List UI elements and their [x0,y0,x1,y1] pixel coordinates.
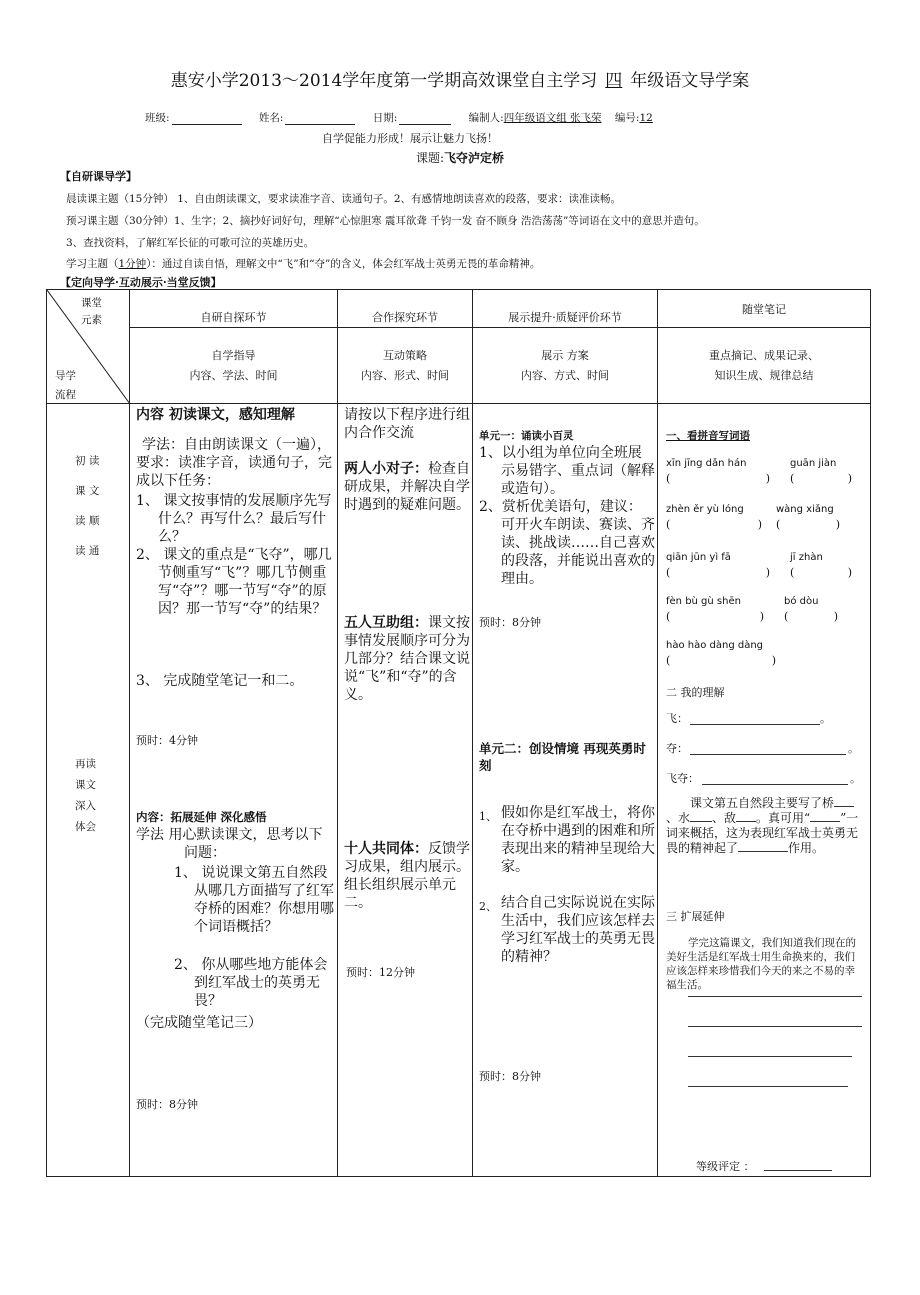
duo-end: 。 [848,742,859,755]
lesson-name: 飞夺泸定桥 [444,151,505,165]
guide-heading: 【定向导学·互动展示·当堂反馈】 [60,276,222,289]
extension-text: 学完这篇课文，我们知道我们现在的美好生活是红军战士用生命换来的，我们应该怎样来珍惜我们今天的来之不易的幸福生活。 [666,937,856,991]
col1-sub [130,328,338,404]
col2-sub [338,328,473,404]
col1-sub-1: 自学指导 [211,348,256,362]
col1-q1: 1、 课文按事情的发展顺序先写什么？再写什么？最后写什么？ [136,493,332,545]
title-prefix: 惠安小学2013～2014学年度第一学期高效课堂自主学习 [170,71,598,91]
col2-five [344,614,470,704]
editor-value: 四年级语文组 张飞荣 [503,112,602,124]
extension-line-3[interactable] [688,1056,852,1057]
learning-theme [66,256,540,271]
fill-effect[interactable] [738,841,788,852]
col3-title: 展示提升·质疑评价环节 [473,290,658,328]
number-label: 编号: [614,112,640,124]
extension-line-4[interactable] [688,1086,848,1087]
col4-body [658,404,871,1177]
answer-box-6[interactable]: ( ) [790,566,852,579]
pinyin-9: hào hào dàng dàng [666,640,764,651]
morning-theme: 晨读课主题（15分钟） 1、自由朗读课文，要求读准字音、读通句子。2、有感情地朗读喜欢的段落，要求：读准读畅。 [66,193,622,205]
ten-label: 十人共同体： [344,841,428,857]
class-label: 班级: [145,112,170,124]
grade-value: 四 [605,71,623,91]
col1-q5: 2、 你从哪些地方能体会到红军战士的英勇无畏？ [174,957,328,1009]
fill-water[interactable] [690,811,712,822]
para-text-2: 、水 [666,811,691,825]
preview-item-3: 3、查找资料，了解红军长征的可歌可泣的英雄历史。 [66,237,315,249]
stage-1 [75,446,99,566]
feiduo-end: 。 [850,772,861,785]
unit2-num-2: 2、 [479,900,497,913]
date-label: 日期: [372,112,398,124]
unit2-item-2: 结合自己实际说说在实际生活中，我们应该怎样去学习红军战士的英勇无畏的精神？ [501,895,655,965]
col4-title: 随堂笔记 [658,290,871,328]
diag-top-2: 元素 [81,314,102,326]
self-study-heading: 【自研课导学】 [60,170,137,183]
pinyin-4: wàng xiǎng [776,504,834,515]
unit2-time: 预时：8分钟 [479,1070,541,1083]
col1-time-1: 预时：4分钟 [136,734,198,747]
col1-sub-2: 内容、学法、时间 [189,368,278,382]
pinyin-6: jī zhàn [790,552,823,563]
col4-sub-1: 重点摘记、成果记录、 [709,348,819,362]
answer-box-9[interactable]: ( ) [666,654,776,667]
unit2-title: 单元二：创设情境 再现英勇时刻 [479,741,646,773]
stage-1-line: 读 顺 [75,515,100,527]
para-text-3: 、敌 [712,811,737,825]
para-five-fill [666,796,864,856]
pinyin-3: zhèn ěr yù lóng [666,504,744,515]
answer-box-7[interactable]: ( ) [666,610,764,623]
theme-prefix: 学习主题（ [66,258,119,270]
col1-q3: 3、 完成随堂笔记一和二。 [136,673,304,689]
unit2-item-1: 假如你是红军战士，将你在夺桥中遇到的困难和所表现出来的精神呈现给大家。 [501,805,655,875]
notes-section-2: 二 我的理解 [666,686,725,699]
fei-end: 。 [820,712,831,725]
col4-sub [658,328,871,404]
page-title [0,66,920,91]
stage-column [47,404,130,1177]
stage-2-line: 再读 [75,758,96,770]
diagonal-header-cell [47,290,130,404]
answer-box-1[interactable]: ( ) [666,472,770,485]
lesson-title [0,149,920,166]
stage-2 [75,754,96,838]
col1-content-1: 内容 初读课文，感知理解 [136,407,295,423]
pinyin-1: xīn jīng dǎn hán [666,458,747,469]
extension-line-1[interactable] [688,996,862,997]
diag-bottom-2: 流程 [55,389,76,401]
stage-2-line: 体会 [75,821,96,833]
col2-pair [344,460,470,514]
col3-sub-2: 内容、方式、时间 [521,368,609,382]
para-text-5: ”一词来概括，这为表现红军战士英勇无畏的精神起了 [666,811,859,855]
col2-time: 预时：12分钟 [346,966,415,979]
preview-theme: 预习课主题（30分钟）1、生字；2、摘抄好词好句，理解“心惊胆寒 震耳欲聋 千钧一发 奋不顾身 浩浩荡荡”等词语在文中的意思并造句。 [66,215,705,227]
lesson-label: 课题: [415,151,445,165]
name-label: 姓名: [258,112,284,124]
col3-sub-1: 展示 方案 [541,348,589,362]
para-text-4: 。真可用“ [756,811,811,825]
col1-body [130,404,338,1177]
number-value: 12 [639,112,653,124]
pair-text: 检查自研成果，并解决自学时遇到的疑难问题。 [344,461,470,513]
answer-box-5[interactable]: ( ) [666,566,770,579]
grade-field[interactable] [764,1170,832,1171]
unit1-item-2: 2、赏析优美语句，建议：可开火车朗读、赛读、齐读、挑战读……自己喜欢的段落，并能说出喜欢的理由。 [479,499,655,587]
notes-section-1: 一、看拼音写词语 [666,430,750,442]
theme-text: ）：通过自读自悟，理解文中“飞”和“夺”的含义，体会红军战士英勇无畏的革命精神。 [146,258,541,270]
stage-2-line: 课文 [75,779,96,791]
fei-label: 飞： [666,712,688,725]
five-label: 五人互助组： [344,615,428,631]
fei-answer-line[interactable] [690,724,820,725]
notes-section-3: 三 扩展延伸 [666,910,725,923]
motto: 自学促能力形成！展示让魅力飞扬！ [322,132,498,145]
col1-time-2: 预时：8分钟 [136,1098,198,1111]
extension-line-2[interactable] [688,1026,862,1027]
ten-text: 反馈学习成果，组内展示。组长组织展示单元二。 [344,841,470,911]
col2-ten [344,840,470,912]
guide-table [46,289,871,1177]
col3-body [473,404,658,1177]
stage-2-line: 深入 [75,800,96,812]
feiduo-label: 飞夺： [666,772,699,785]
answer-box-3[interactable]: ( ) [666,518,762,531]
pinyin-2: guān jiàn [790,458,837,469]
pair-label: 两人小对子： [344,461,428,477]
feiduo-answer-line[interactable] [702,784,848,785]
diag-top-1: 课堂 [81,297,102,309]
diag-bottom-1: 导学 [55,370,76,382]
unit2-num-1: 1、 [479,810,497,823]
pinyin-5: qiān jūn yì fā [666,552,731,563]
col2-title: 合作探究环节 [338,290,473,328]
editor-label: 编制人: [468,112,504,124]
col1-note: （完成随堂笔记三） [136,1015,262,1031]
para-text-1: 课文第五自然段主要写了桥 [690,796,835,810]
col3-sub [473,328,658,404]
col4-sub-2: 知识生成、规律总结 [714,368,814,382]
stage-1-line: 初 读 [75,455,100,467]
duo-answer-line[interactable] [690,754,846,755]
unit1-title: 单元一：诵读小百灵 [479,430,574,442]
col1-content-2: 内容：拓展延伸 深化感悟 [136,810,267,824]
col1-q2: 2、 课文的重点是“飞夺”，哪几节侧重写“飞”？哪几节侧重写“夺”？哪一节写“夺”的原因？那一节写“夺”的结果？ [136,547,332,617]
col2-intro: 请按以下程序进行组内合作交流 [344,407,470,441]
col2-sub-2: 内容、形式、时间 [361,368,449,382]
duo-label: 夺： [666,742,688,755]
class-field[interactable] [172,113,242,125]
col2-body [338,404,473,1177]
pinyin-7: fèn bù gù shēn [666,596,741,607]
stage-1-line: 读 通 [75,545,100,557]
col2-sub-1: 互动策略 [383,348,427,362]
fill-enemy[interactable] [736,811,756,822]
answer-box-4[interactable]: ( ) [776,518,840,531]
title-suffix: 年级语文导学案 [630,71,750,91]
meta-line [145,110,663,125]
date-field[interactable] [399,113,451,125]
stage-1-line: 课 文 [75,485,100,497]
unit1-item-1: 1、以小组为单位向全班展示易错字、重点词（解释或造句）。 [479,445,655,497]
fill-word[interactable] [810,811,840,822]
col1-title: 自研自探环节 [130,290,338,328]
pinyin-8: bó dòu [784,596,819,607]
theme-time: 1分钟 [118,258,147,270]
col1-q4: 1、 说说课文第五自然段从哪几方面描写了红军夺桥的困难？你想用哪个词语概括？ [174,865,334,935]
para-text-6: 作用。 [788,841,825,855]
name-field[interactable] [285,113,355,125]
five-text: 课文按事情发展顺序可分为几部分？结合课文说说“飞”和“夺”的含义。 [344,615,470,703]
answer-box-2[interactable]: ( ) [790,472,852,485]
answer-box-8[interactable]: ( ) [784,610,838,623]
col1-method-2: 学法 用心默读课文，思考以下问题： [136,827,323,861]
fill-bridge[interactable] [834,796,854,807]
col1-method-1: 学法：自由朗读课文（一遍），要求：读准字音，读通句子，完成以下任务： [136,437,332,489]
unit1-time: 预时：8分钟 [479,616,541,629]
grade-label: 等级评定 ： [696,1160,755,1173]
